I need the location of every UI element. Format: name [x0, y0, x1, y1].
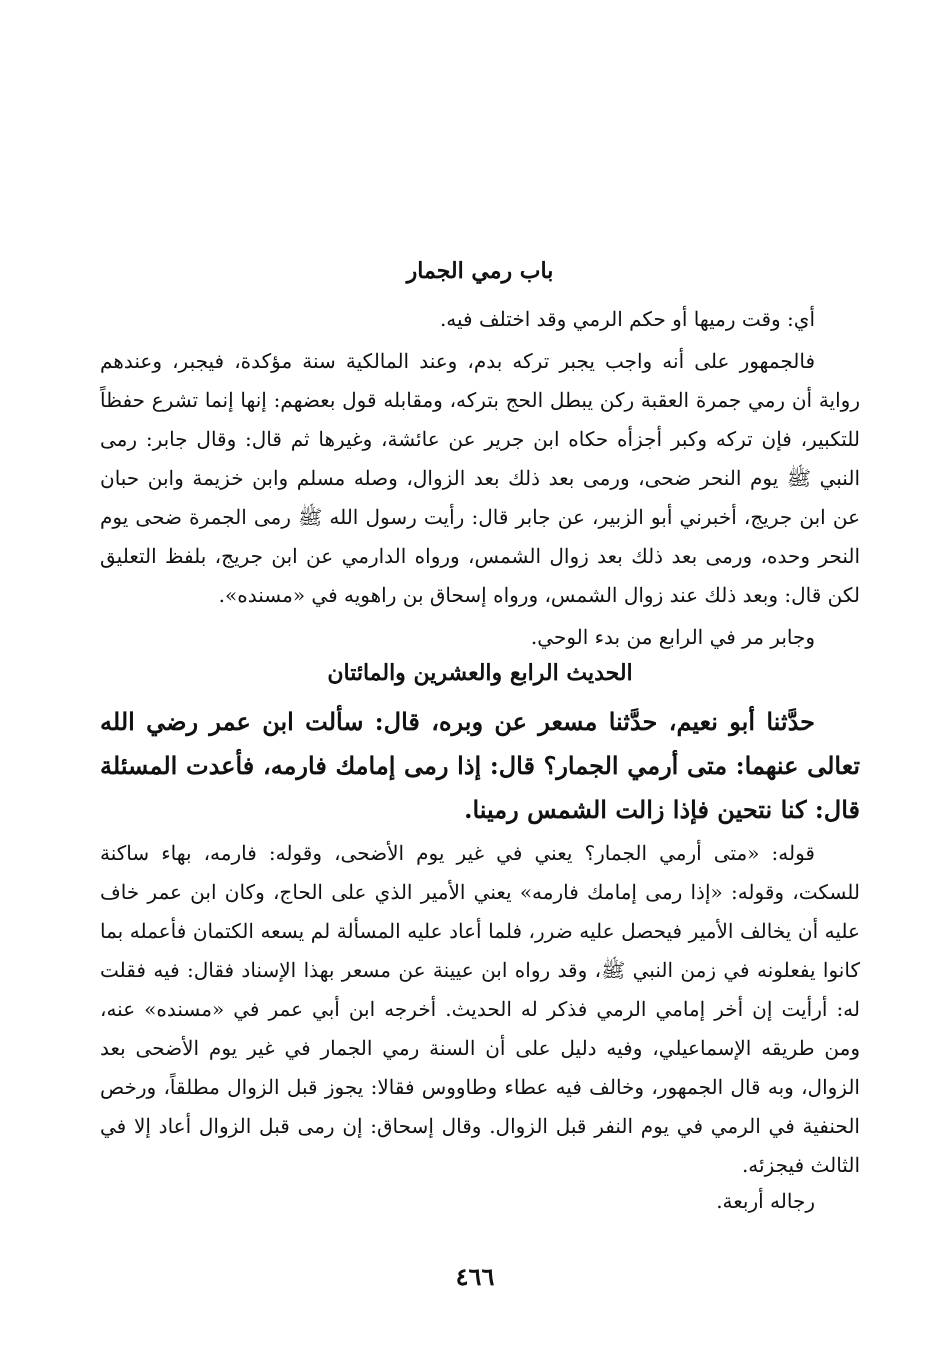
- page-number: ٤٦٦: [455, 1262, 495, 1291]
- chapter-title: باب رمي الجمار: [406, 258, 554, 284]
- hadith-text: حدَّثنا أبو نعيم، حدَّثنا مسعر عن وبره، قال: سألت ابن عمر رضي الله تعالى عنهما: متى أرمي الجمار؟ قال: إذا رمى إمامك فارمه، فأعدت المسئلة قال: كنا نتحين فإذا زالت الشمس رمينا.: [100, 707, 860, 824]
- hadith-title: الحديث الرابع والعشرين والمائتان: [327, 660, 633, 686]
- commentary: قوله: «متى أرمي الجمار؟ يعني في غير يوم الأضحى، وقوله: فارمه، بهاء ساكنة للسكت، وقوله: «إذا رمى إمامك فارمه» يعني الأمير الذي على الحاج، وكان ابن عمر خاف عليه أن يخالف الأمير فيحصل عليه ضرر، فلما أعاد عليه المسألة لم يسعه الكتمان فأعمله بما كانوا يفعلونه في زمن النبي ﷺ، وقد رواه ابن عيينة عن مسعر بهذا الإسناد فقال: فيه فقلت له: أرأيت إن أخر إمامي الرمي فذكر له الحديث. أخرجه ابن أبي عمر في «مسنده» عنه، ومن طريقه الإسماعيلي، وفيه دليل على أن السنة رمي الجمار في غير يوم الأضحى بعد الزوال، وبه قال الجمهور، وخالف فيه عطاء وطاووس فقالا: يجوز قبل الزوال مطلقاً، ورخص الحنفية في الرمي في يوم النفر قبل الزوال. وقال إسحاق: إن رمى قبل الزوال أعاد إلا في الثالث فيجزئه.: [100, 841, 860, 1177]
- paragraph-jumhur: فالجمهور على أنه واجب يجبر تركه بدم، وعند المالكية سنة مؤكدة، فيجبر، وعندهم رواية أن رمي جمرة العقبة ركن يبطل الحج بتركه، ومقابله قول بعضهم: إنها إنما تشرع حفظاً للتكبير، فإن تركه وكبر أجزأه حكاه ابن جرير عن عائشة، وغيرها ثم قال: وقال جابر: رمى النبي ﷺ يوم النحر ضحى، ورمى بعد ذلك بعد الزوال، وصله مسلم وابن خزيمة وابن حبان عن ابن جريج، أخبرني أبو الزبير، عن جابر قال: رأيت رسول الله ﷺ رمى الجمرة ضحى يوم النحر وحده، ورمى بعد ذلك بعد زوال الشمس، ورواه الدارمي عن ابن جريج، بلفظ التعليق لكن قال: وبعد ذلك عند زوال الشمس، ورواه إسحاق بن راهويه في «مسنده».: [100, 349, 860, 607]
- paragraph-jabir: وجابر مر في الرابع من بدء الوحي.: [530, 625, 815, 649]
- explanation-intro: أي: وقت رميها أو حكم الرمي وقد اختلف فيه.: [439, 307, 815, 331]
- narrators-note: رجاله أربعة.: [716, 1189, 815, 1213]
